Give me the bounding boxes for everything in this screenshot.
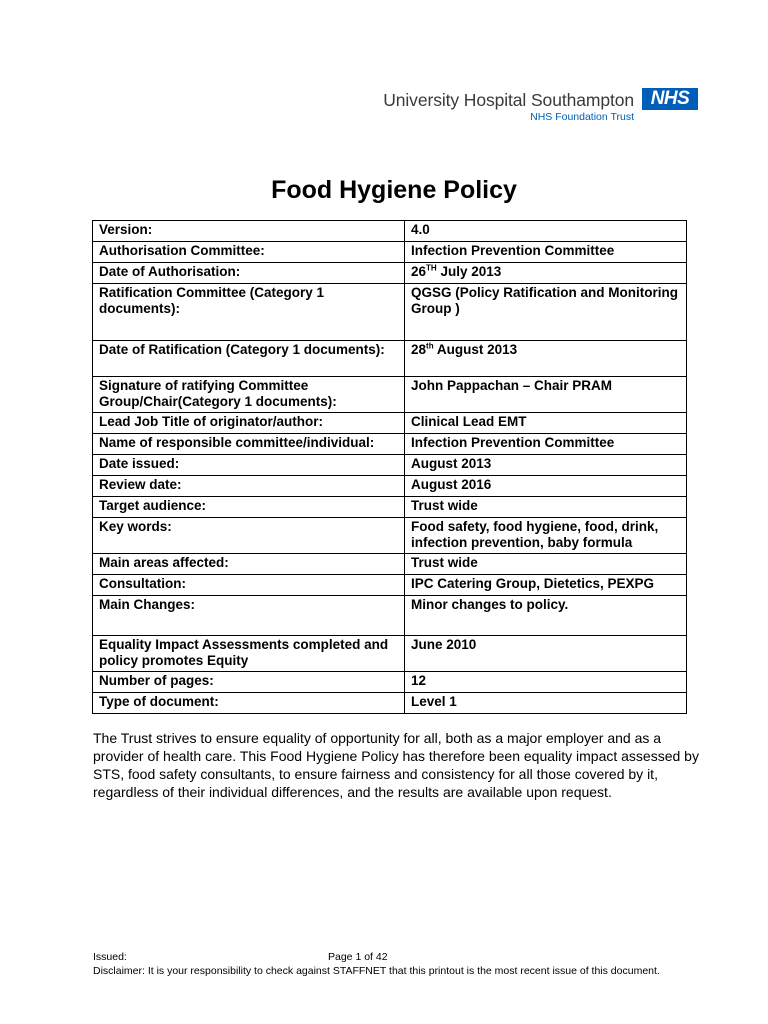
date-day: 28 <box>411 342 427 357</box>
table-row <box>93 497 687 518</box>
page-footer <box>93 950 693 978</box>
row-value: 12 <box>405 672 687 693</box>
table-row <box>93 455 687 476</box>
date-month-year: July 2013 <box>436 264 502 279</box>
date-suffix: th <box>426 341 434 351</box>
table-row <box>93 476 687 497</box>
document-info-table <box>92 220 687 714</box>
row-value: August 2016 <box>405 476 687 497</box>
row-label: Lead Job Title of originator/author: <box>93 413 405 434</box>
row-value: John Pappachan – Chair PRAM <box>405 377 687 413</box>
table-row <box>93 434 687 455</box>
disclaimer: Disclaimer: It is your responsibility to check against STAFFNET that this printout is the most recent issue of this document. <box>93 965 660 977</box>
org-subtitle: NHS Foundation Trust <box>530 111 634 123</box>
row-label: Authorisation Committee: <box>93 242 405 263</box>
table-row <box>93 693 687 714</box>
row-value: Minor changes to policy. <box>405 596 687 636</box>
row-label: Main areas affected: <box>93 554 405 575</box>
footer-line <box>93 950 693 964</box>
table-row <box>93 263 687 284</box>
row-label: Version: <box>93 221 405 242</box>
table-row <box>93 575 687 596</box>
row-value: Infection Prevention Committee <box>405 434 687 455</box>
table-row <box>93 636 687 672</box>
table-row <box>93 413 687 434</box>
page-number: Page 1 of 42 <box>328 951 388 963</box>
row-value: 4.0 <box>405 221 687 242</box>
row-label: Signature of ratifying Committee Group/Chair(Category 1 documents): <box>93 377 405 413</box>
table-row <box>93 596 687 636</box>
row-value <box>405 341 687 377</box>
row-label: Date issued: <box>93 455 405 476</box>
row-label: Name of responsible committee/individual: <box>93 434 405 455</box>
org-name: University Hospital Southampton <box>383 90 634 110</box>
table-row <box>93 242 687 263</box>
row-value: June 2010 <box>405 636 687 672</box>
row-value: Infection Prevention Committee <box>405 242 687 263</box>
equality-paragraph: The Trust strives to ensure equality of opportunity for all, both as a major employer and as a provider of health care. This Food Hygiene Policy has therefore been equality impact assessed by STS, food safety consultants, to ensure fairness and consistency for all those covered by it, regardless of their individual differences, and the results are available upon request. <box>93 730 699 800</box>
row-value: Trust wide <box>405 554 687 575</box>
row-label: Type of document: <box>93 693 405 714</box>
table-row <box>93 672 687 693</box>
row-label: Number of pages: <box>93 672 405 693</box>
table-row <box>93 284 687 341</box>
date-month-year: August 2013 <box>433 342 518 357</box>
row-label: Date of Authorisation: <box>93 263 405 284</box>
nhs-logo: NHS <box>642 88 698 110</box>
issued-label: Issued: <box>93 951 127 963</box>
row-value: Level 1 <box>405 693 687 714</box>
date-day: 26 <box>411 264 427 279</box>
table-row <box>93 554 687 575</box>
row-label: Ratification Committee (Category 1 documents): <box>93 284 405 341</box>
table-row <box>93 341 687 377</box>
row-value: Clinical Lead EMT <box>405 413 687 434</box>
row-value: Food safety, food hygiene, food, drink, infection prevention, baby formula <box>405 518 687 554</box>
row-label: Target audience: <box>93 497 405 518</box>
table-row <box>93 221 687 242</box>
table-row <box>93 518 687 554</box>
row-value: IPC Catering Group, Dietetics, PEXPG <box>405 575 687 596</box>
row-value: August 2013 <box>405 455 687 476</box>
row-value: Trust wide <box>405 497 687 518</box>
row-label: Consultation: <box>93 575 405 596</box>
row-label: Date of Ratification (Category 1 documents): <box>93 341 405 377</box>
row-label: Main Changes: <box>93 596 405 636</box>
page-header <box>258 86 698 126</box>
row-label: Key words: <box>93 518 405 554</box>
row-value <box>405 263 687 284</box>
row-value: QGSG (Policy Ratification and Monitoring Group ) <box>405 284 687 341</box>
row-label: Review date: <box>93 476 405 497</box>
table-row <box>93 377 687 413</box>
document-title: Food Hygiene Policy <box>271 176 517 204</box>
row-label: Equality Impact Assessments completed and policy promotes Equity <box>93 636 405 672</box>
date-suffix: TH <box>426 263 437 273</box>
